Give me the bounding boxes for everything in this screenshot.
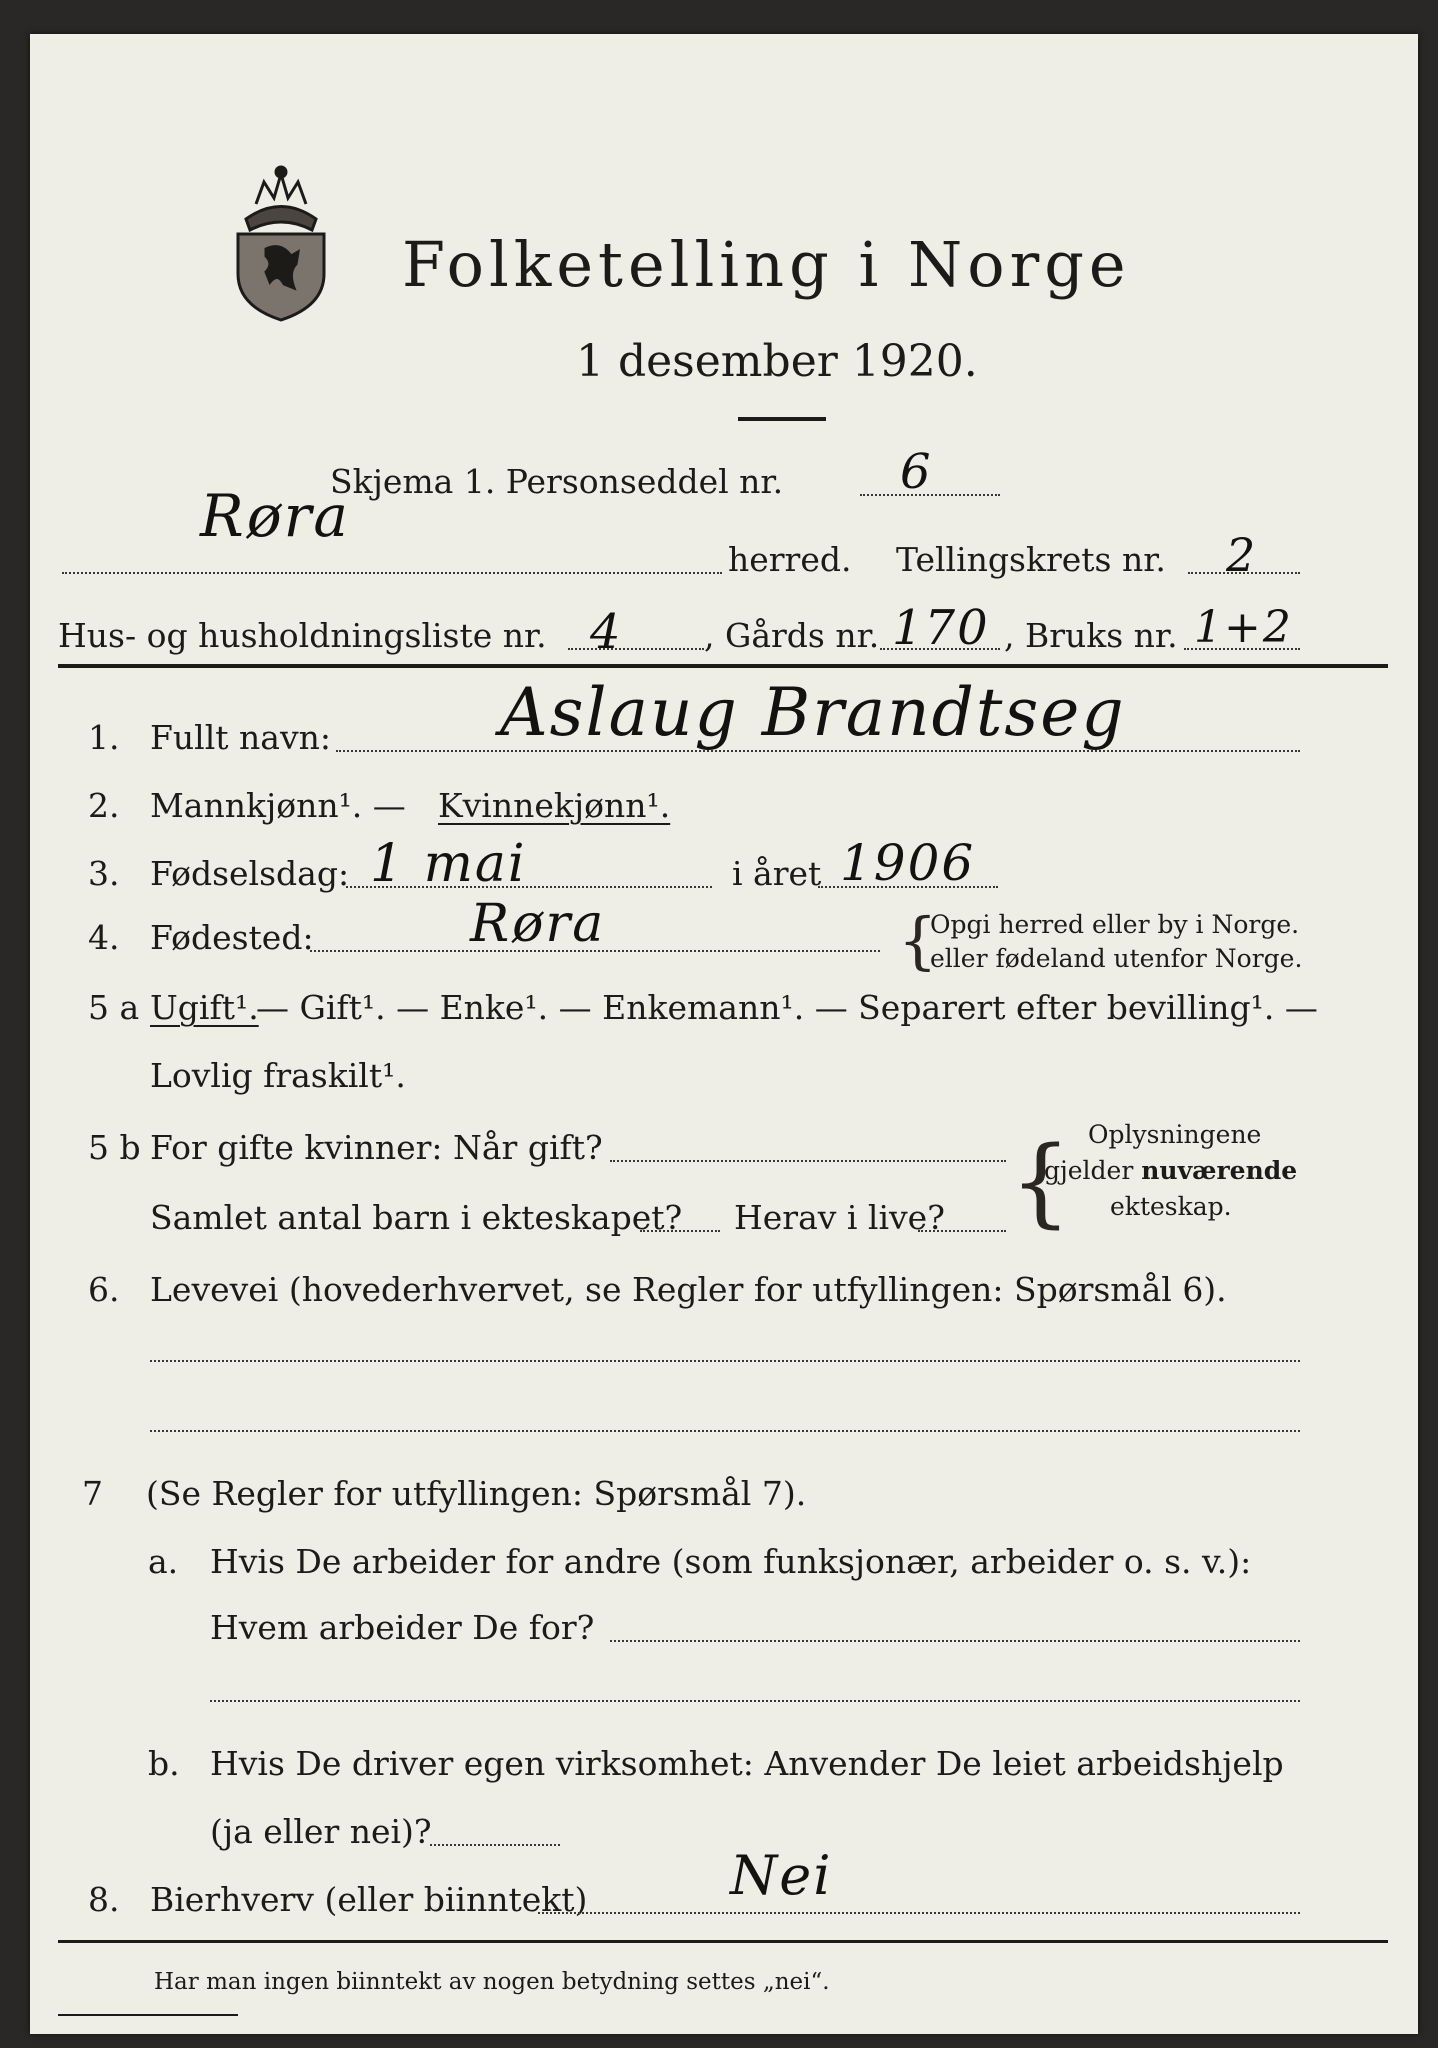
- form-date: 1 desember 1920.: [576, 336, 978, 387]
- married-when-line: [610, 1160, 1006, 1162]
- q7b-num: b.: [148, 1744, 180, 1783]
- q5b-alive-label: Herav i live?: [734, 1198, 945, 1237]
- hus-line: [568, 648, 704, 650]
- q2-num: 2.: [88, 786, 120, 825]
- employer-line-2: [210, 1700, 1300, 1702]
- gards-value[interactable]: 170: [892, 600, 990, 656]
- status-unmarried-option[interactable]: Ugift¹.: [150, 988, 259, 1027]
- q5b-note-1: Oplysningene: [1088, 1120, 1262, 1149]
- footer-note: Har man ingen biinntekt av nogen betydning settes „nei“.: [154, 1969, 830, 1995]
- occupation-line-1: [150, 1360, 1300, 1362]
- q1-label: Fullt navn:: [150, 718, 331, 757]
- q7a-num: a.: [148, 1542, 179, 1581]
- gender-female-option[interactable]: Kvinnekjønn¹.: [438, 786, 671, 825]
- q4-num: 4.: [88, 918, 120, 957]
- gards-label: , Gårds nr.: [704, 616, 880, 655]
- herred-value[interactable]: Røra: [200, 482, 350, 550]
- census-form: [30, 34, 1418, 2034]
- q5b-children-label: Samlet antal barn i ekteskapet?: [150, 1198, 683, 1237]
- hus-value[interactable]: 4: [590, 604, 623, 660]
- form-title: Folketelling i Norge: [402, 228, 1131, 301]
- q5a-num: 5 a: [88, 988, 140, 1027]
- birthplace-value[interactable]: Røra: [470, 894, 606, 954]
- personseddel-value[interactable]: 6: [900, 444, 933, 500]
- q7-label: (Se Regler for utfyllingen: Spørsmål 7).: [146, 1474, 807, 1513]
- gender-male-option[interactable]: Mannkjønn¹. —: [150, 786, 406, 825]
- q4-brace: {: [898, 904, 938, 977]
- q7a-line-2: Hvem arbeider De for?: [210, 1608, 595, 1647]
- full-name-value[interactable]: Aslaug Brandtseg: [500, 674, 1126, 751]
- q5b-note-3: ekteskap.: [1110, 1192, 1232, 1221]
- herred-label: herred.: [728, 540, 852, 579]
- q5b-brace: {: [1010, 1126, 1072, 1238]
- hus-label: Hus- og husholdningsliste nr.: [58, 616, 547, 655]
- birthday-value[interactable]: 1 mai: [370, 834, 527, 894]
- footer-divider: [58, 1940, 1388, 1943]
- q8-label: Bierhverv (eller biinntekt): [150, 1880, 588, 1919]
- footnote-rule: [58, 2014, 238, 2016]
- hired-help-line: [430, 1844, 560, 1846]
- employer-line-1: [610, 1640, 1300, 1642]
- krets-value[interactable]: 2: [1226, 528, 1258, 582]
- side-income-value[interactable]: Nei: [730, 1844, 833, 1907]
- alive-line: [918, 1230, 1006, 1232]
- q7b-line-2: (ja eller nei)?: [210, 1812, 432, 1851]
- title-divider: [738, 417, 826, 421]
- side-income-line: [538, 1912, 1300, 1914]
- q7b-line-1: Hvis De driver egen virksomhet: Anvender De leiet arbeidshjelp: [210, 1744, 1284, 1783]
- coat-of-arms-icon: [226, 164, 336, 324]
- q6-num: 6.: [88, 1270, 120, 1309]
- q4-note-1: Opgi herred eller by i Norge.: [930, 910, 1300, 939]
- bruks-value[interactable]: 1+2: [1194, 602, 1293, 653]
- schema-label: Skjema 1. Personseddel nr.: [330, 462, 784, 501]
- header-divider: [58, 664, 1388, 668]
- status-other-options[interactable]: — Gift¹. — Enke¹. — Enkemann¹. — Separert efter bevilling¹. —: [256, 988, 1318, 1027]
- q8-num: 8.: [88, 1880, 120, 1919]
- birth-year-label: i året: [732, 854, 822, 893]
- bruks-label: , Bruks nr.: [1004, 616, 1178, 655]
- herred-line: [62, 572, 722, 574]
- children-line: [640, 1230, 720, 1232]
- status-divorced-option[interactable]: Lovlig fraskilt¹.: [150, 1056, 406, 1095]
- occupation-line-2: [150, 1430, 1300, 1432]
- q4-label: Fødested:: [150, 918, 314, 957]
- q6-label: Levevei (hovederhvervet, se Regler for utfyllingen: Spørsmål 6).: [150, 1270, 1227, 1309]
- q7-num: 7: [82, 1474, 103, 1513]
- q7a-line-1: Hvis De arbeider for andre (som funksjonær, arbeider o. s. v.):: [210, 1542, 1252, 1581]
- q1-num: 1.: [88, 718, 120, 757]
- q5b-num: 5 b: [88, 1128, 141, 1167]
- q5b-note-2: gjelder nuværende: [1044, 1156, 1298, 1185]
- q4-note-2: eller fødeland utenfor Norge.: [930, 944, 1303, 973]
- krets-label: Tellingskrets nr.: [896, 540, 1166, 579]
- birth-year-value[interactable]: 1906: [840, 834, 976, 892]
- q5b-married-label: For gifte kvinner: Når gift?: [150, 1128, 603, 1167]
- q3-num: 3.: [88, 854, 120, 893]
- q3-label: Fødselsdag:: [150, 854, 350, 893]
